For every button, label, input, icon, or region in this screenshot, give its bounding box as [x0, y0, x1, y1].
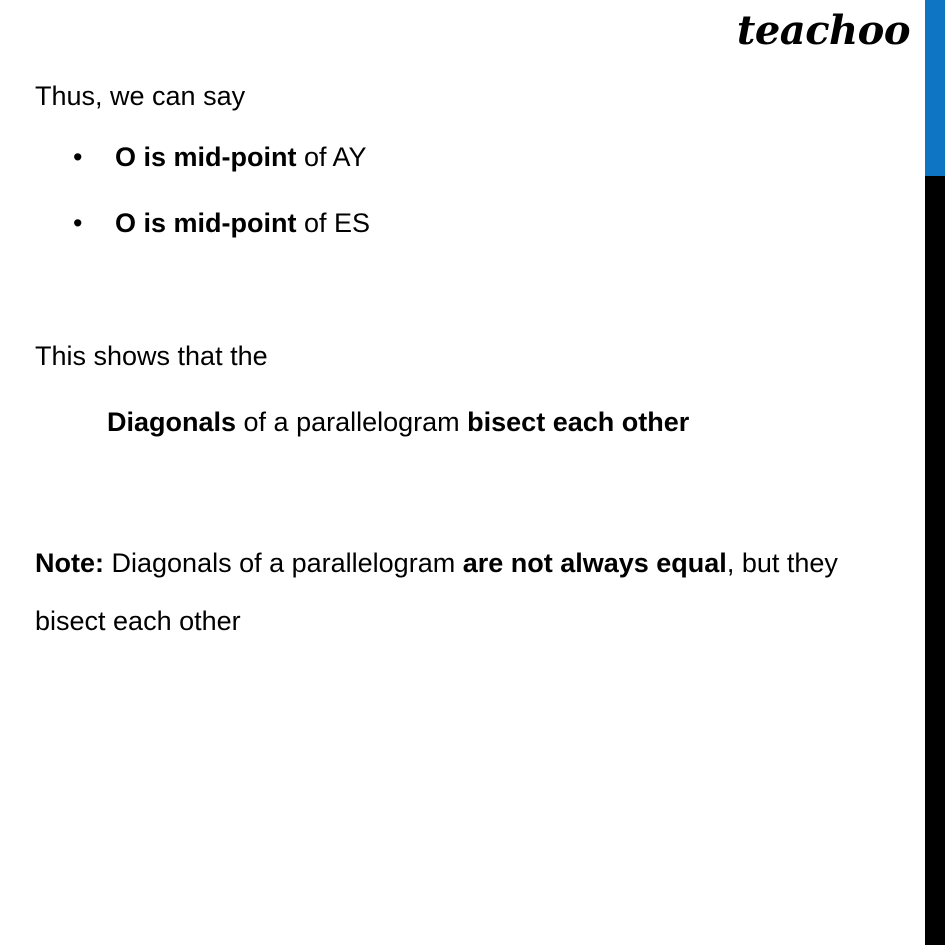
bullet-rest-text: of ES	[296, 208, 371, 238]
list-item	[35, 206, 635, 240]
slide-content	[35, 0, 905, 945]
shows-that-text: This shows that the	[35, 341, 268, 371]
conclusion-statement	[107, 405, 689, 439]
conclusion-middle: of a parallelogram	[236, 407, 468, 437]
note-text-before: Diagonals of a parallelogram	[104, 548, 463, 578]
note-bold-emphasis: are not always equal	[462, 548, 727, 578]
bullet-rest-text: of AY	[296, 142, 367, 172]
bullet-dot-icon: •	[73, 208, 83, 238]
bullet-dot-icon: •	[73, 142, 83, 172]
conclusion-bold-start: Diagonals	[107, 407, 237, 437]
note-text-after: , but they bisect each other	[35, 548, 838, 636]
black-accent-bar	[925, 176, 945, 945]
teachoo-logo: teachoo	[736, 7, 910, 54]
edge-accent-bars	[925, 0, 945, 945]
midpoint-bullet-list	[35, 140, 635, 272]
note-label: Note:	[35, 548, 104, 578]
note-paragraph	[35, 534, 910, 650]
bullet-bold-text: O is mid-point	[115, 142, 297, 172]
list-item	[35, 140, 635, 174]
blue-accent-bar	[925, 0, 945, 176]
bullet-bold-text: O is mid-point	[115, 208, 297, 238]
conclusion-bold-end: bisect each other	[467, 407, 690, 437]
intro-text: Thus, we can say	[35, 81, 246, 111]
